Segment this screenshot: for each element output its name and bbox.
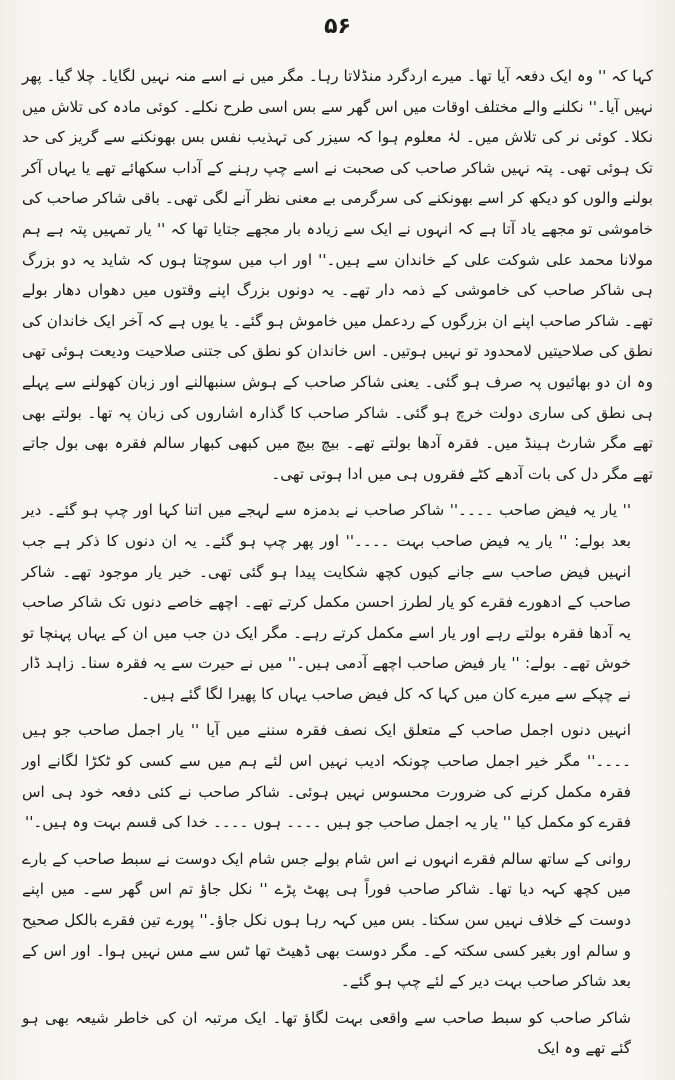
paragraph-5: شاکر صاحب کو سبط صاحب سے واقعی بہت لگاؤ تھا۔ ایک مرتبہ ان کی خاطر شیعہ بھی ہو گئے تھے وہ ایک (22, 1008, 631, 1058)
paragraph-4: روانی کے ساتھ سالم فقرے انہوں نے اس شام بولے جس شام ایک دوست نے سبط صاحب کے بارے میں کچھ کہہ دیا تھا۔ شاکر صاحب فوراً ہی پھٹ پڑے '' نکل جاؤ تم اس گھر سے۔ میں اپنے دوست کے خلاف نہیں سن سکتا۔ بس میں کہہ رہا ہوں نکل جاؤ۔'' پورے تین فقرے بالکل صحیح و سالم اور بغیر کسی سکتہ کے۔ مگر دوست بھی ڈھیٹ تھا ٹس سے مس نہیں ہوا۔ اور اس کے بعد شاکر صاحب بہت دیر کے لئے چپ ہو گئے۔ (22, 849, 631, 991)
paragraph-3: انہیں دنوں اجمل صاحب کے متعلق ایک نصف فقرہ سننے میں آیا '' یار اجمل صاحب جو ہیں ۔۔۔۔'' مگر خیر اجمل صاحب چونکہ ادیب نہیں اس لئے ہم میں سے کسی کو ٹکڑا لگانے اور فقرہ مکمل کرنے کی ضرورت محسوس نہیں ہوئی۔ شاکر صاحب نے کئی دفعہ خود ہی اس فقرے کو مکمل کیا '' یار یہ اجمل صاحب جو ہیں ۔۔۔۔ ہوں ۔۔۔۔ خدا کی قسم بہت وہ ہیں۔'' (22, 721, 631, 832)
page-number: ۵۶ (324, 14, 351, 39)
paragraph-2: '' یار یہ فیض صاحب ۔۔۔۔'' شاکر صاحب نے بدمزہ سے لہجے میں اتنا کہا اور چپ ہو گئے۔ دیر بعد بولے: '' یار یہ فیض صاحب بہت ۔۔۔۔'' اور پھر چپ ہو گئے۔ یہ ان دنوں کا ذکر ہے جب انہیں فیض صاحب سے جانے کیوں کچھ شکایت پیدا ہو گئی تھی۔ خیر یار موجود تھے۔ شاکر صاحب کے ادھورے فقرے کو یار لطرز احسن مکمل کرتے تھے۔ اچھے خاصے دنوں تک شاکر صاحب یہ آدھا فقرہ بولتے رہے اور یار اسے مکمل کرتے رہے۔ مگر ایک دن جب میں ان کے یہاں پہنچا تو خوش تھے۔ بولے: '' یار فیض صاحب اچھے آدمی ہیں۔'' میں نے حیرت سے یہ فقرہ سنا۔ زاہد ڈار نے چپکے سے میرے کان میں کہا کہ کل فیض صاحب یہاں کا پھیرا لگا گئے ہیں۔ (22, 501, 631, 703)
page-text (22, 61, 653, 1064)
paragraph-1: کہا کہ '' وہ ایک دفعہ آیا تھا۔ میرے اردگرد منڈلاتا رہا۔ مگر میں نے اسے منہ نہیں لگایا۔ چلا گیا۔ پھر نہیں آیا۔'' نکلنے والے مختلف اوقات میں اس گھر سے بس اسی طرح نکلے۔ کوئی مادہ کی تلاش میں نکلا۔ کوئی نر کی تلاش میں۔ لہٰ معلوم ہوا کہ سیزر کی تہذیب نفس بس بھونکنے سے گریز کی حد تک ہوئی تھی۔ پتہ نہیں شاکر صاحب کی صحبت نے اسے چپ رہنے کے آداب سکھائے تھے یا یہاں آکر بولنے والوں کو دیکھ کر اسے بھونکنے کی سرگرمی بے معنی نظر آنے لگی تھی۔ باقی شاکر صاحب کی خاموشی تو مجھے یاد آتا ہے کہ انہوں نے ایک سے زیادہ بار مجھے جتایا تھا کہ '' یار تمہیں پتہ ہے ہم مولانا محمد علی شوکت علی کے خاندان سے ہیں۔'' اور اب میں سوچتا ہوں کہ شاید یہ دو بزرگ ہی شاکر صاحب کی خاموشی کے ذمہ دار تھے۔ یہ دونوں بزرگ اپنے وقتوں میں دھواں دھار بولے تھے۔ شاکر صاحب اپنے ان بزرگوں کے ردعمل میں خاموش ہو گئے۔ یا یوں ہے کہ آخر ایک خاندان کی نطق کی صلاحیتیں لامحدود تو نہیں ہوتیں۔ اس خاندان کو نطق کی جتنی صلاحیت ودیعت ہوئی تھی وہ ان دو بھائیوں پہ صرف ہو گئی۔ یعنی شاکر صاحب کے ہوش سنبھالنے اور زبان کھولنے سے پہلے ہی نطق کی ساری دولت خرچ ہو گئی۔ شاکر صاحب کا گذارہ اشاروں کی زبان پہ تھا۔ بولتے بھی تھے مگر شارٹ ہینڈ میں۔ فقرہ آدھا بولتے تھے۔ بیچ بیچ میں کبھی کبھار سالم فقرہ بھی بول جاتے تھے مگر دل کی بات آدھے کٹے فقروں ہی میں ادا ہوتی تھی۔ (22, 67, 653, 483)
